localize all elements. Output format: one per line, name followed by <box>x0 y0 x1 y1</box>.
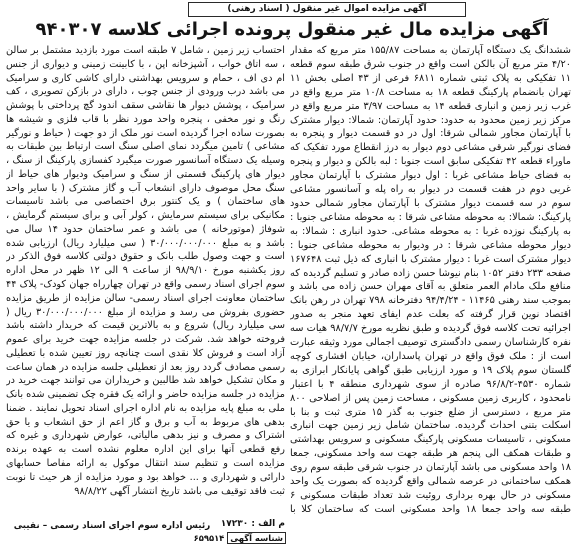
body-column-left <box>6 44 285 515</box>
notice-id: ۶۵۹۵۱۴ <box>193 533 225 543</box>
notice-kicker: آگهی مزایده اموال غیر منقول ( اسناد رهنی) <box>227 4 427 14</box>
signature: رئیس اداره سوم اجرای اسناد رسمی – نقیبی <box>13 521 211 531</box>
notice-id-row <box>192 531 286 546</box>
body-text-left <box>6 44 285 498</box>
publish-date: ۹۸/۸/۲۲ <box>74 485 107 497</box>
body-text-left-content: احتساب زیر زمین ، شامل ۷ طبقه است مورد بازدید مشتمل بر سالن ، سه اتاق خواب ، آشپزخانه اپن ، با کابینت زمینی و دیواری از جنس ام دی اف ، حمام و سرویس بهداشتی دارای کاشی کاری و سرامیک می باشد درب ورودی از جنس چوب ، دارای در بازکن تصویری ، کف سرامیک ، پوشش دیوار ها نقاشی سقف اندود گچ پرداختی با پوشش رنگ و نور مخفی ، پنجره واحد مورد نظر با قاب فلزی و شیشه ها بصورت ساده اجرا گردیده است نور ملک از دو جهت ( حیاط و نورگیر مشاعی ) تامین میگردد نمای اصلی سنگ است ارتباط بین طبقات به وسیله یک دستگاه آسانسور صورت میگیرد کفسازی پارکینگ از سنگ ، دیوار های پارکینگ قسمتی از سنگ و سرامیک ودیوار های حیاط از سنگ محل موصوف دارای انشعاب آب و گاز مشترک ( با سایر واحد های ساختمان ) و یک کنتور برق اختصاصی می باشد تاسیسات مکانیکی برای سیستم سرمایش ، کولر آبی و برای سیستم گرمایش ، شوفاژ (موتورخانه ) می باشد و عمر ساختمان حدود ۱۴ سال می باشد و به مبلغ ۳۰/۰۰۰/۰۰۰/۰۰۰ ( سی میلیارد ریال) ارزیابی شده است و جهت وصول طلب بانک و حقوق دولتی کلاسه فوق الذکر در روز یکشنبه مورخ ۹۸/۹/۱۰ از ساعت ۹ الی ۱۲ ظهر در محل اداره سوم اجرای اسناد رسمی واقع در تهران چهارراه جهان کودک- پلاک ۴۴ ساختمان معاونت اجرای اسناد رسمی- سالن مزایده از طریق مزایده حضوری بفروش می رسد و مزایده از مبلغ ۳۰/۰۰۰/۰۰۰/۰۰۰ ریال ( سی میلیارد ریال) شروع و به بالاترین قیمت که خریدار داشته باشد فروخته خواهد شد. شرکت در جلسه مزایده جهت خرید برای عموم آزاد است و فروش کلا نقدی است چنانچه روز تعیین شده با تعطیلی رسمی مصادف گردد روز بعد از تعطیلی جلسه مزایده در همان ساعت و مکان تشکیل خواهد شد طالبین و خریداران می توانند جهت خرید در مزایده در جلسه مزایده حاضر و ارائه یک فقره چک تضمینی شده بانک ملی به مبلغ پایه مزایده به نام اداره اجرای اسناد تحویل نمایند . ضمنا بدهی های مربوط به آب و برق و گاز اعم از حق انشعاب و یا حق اشتراک و مصرف و نیز بدهی مالیاتی، عوارض شهرداری و غیره که رفع قطعی آنها برای این اداره معلوم نشده است به عهده برنده مزایده است و تنظیم سند انتقال موکول به ارائه مفاصا حسابهای دارائی و شهرداری و ... خواهد بود و مورد مزایده از هر حیث تا نوبت ثبت فاقد توقیف می باشد <box>6 45 285 497</box>
notice-id-label: شناسه آگهی <box>227 532 286 544</box>
body-text-right: ششدانگ یک دستگاه آپارتمان به مساحت ۱۵۵/۸۷ متر مربع که مقدار ۴/۲۰ متر مربع آن بالکن است واقع در جنوب شرق طبقه سوم قطعه ۱۱ تفکیکی به پلاک ثبتی شماره ۶۸۱۱ فرعی از ۴۳ اصلی بخش ۱۱ تهران بانضمام پارکینگ قطعه ۱۸ به مساحت ۱۰/۸ متر مربع واقع در غرب زیر زمین و انباری قطعه ۱۴ به مساحت ۳/۹۷ متر مربع واقع در مرکز زیر زمین محدود به حدود: حدود آپارتمان: شمالا: دیوار مشترک با آپارتمان مجاور شمالی شرقا: اول در دو قسمت دیوار و پنجره به فضای نورگیر شرقی مشاعی دوم دیوار به درز انقطاع مورد تفکیک که ماوراء قطعه ۴۲ تفکیکی سابق است جنوبا : لبه بالکن و دیوار و پنجره به فضای حیاط مشاعی غربا : اول دیوار مشترک با آپارتمان مجاور غربی دوم در هفت قسمت در دیوار به راه پله و آسانسور مشاعی سوم در سه قسمت دیوار مشترک با آپارتمان مجاور شمالی حدود پارکینگ: شمالا: به محوطه مشاعی شرقا : به محوطه مشاعی جنوبا : به پارکینگ نوزده غربا : به محوطه مشاعی. حدود انباری : شمالا: به دیوار محوطه مشاعی شرقا : در ودیوار به محوطه مشاعی جنوبا : دیوار مشترک است غربا : دیوار مشترک با انباری که ذیل ثبت ۱۶۷۶۴۸ صفحه ۲۳۳ دفتر ۱۰۵۲ بنام نیوشا حسن زاده صادر و تسلیم گردیده که منافع ملک مادام العمر متعلق به آقای مهران حسن زاده می باشد و بموجب سند رهنی ۱۱۴۶۵ - ۹۴/۴/۲۴ دفترخانه ۷۹۸ تهران در رهن بانک اقتصاد نوین قرار گرفته که بعلت عدم ایفای تعهد منجر به صدور اجرائیه تحت کلاسه فوق گردیده و طبق نظریه مورخ ۹۸/۷/۷ هیات سه نفره کارشناسان رسمی دادگستری توصیف اجمالی مورد وثیقه عبارت است از : ملک فوق واقع در تهران پاسداران، خیابان افشاری کوچه گلستان سوم پلاک ۱۹ و مورد ارزیابی طبق گواهی پایانکار ابرازی به شماره ۴۵۳۰-۹۶/۸/۲ صادره از سوی شهرداری منطقه ۴ با اعتبار نامحدود ، کاربری زمین مسکونی ، مساحت زمین پس از اصلاحی ۸۰۰ متر مربع ، دسترسی از ضلع جنوب به گذر ۱۵ متری ثبت و بنا با اسکلت بتنی احداث گردیده. ساختمان شامل زیر زمین جهت انباری مسکونی ، تاسیسات مسکونی پارکینگ مسکونی و سرویس بهداشتی و طبقات همکف الی پنجم هر طبقه جهت سه واحد مسکونی، جمعا ۱۸ واحد مسکونی می باشد آپارتمان در جنوب شرقی طبقه سوم روی همکف ساختمانی در عرصه شمالی واقع گردیده که بصورت یک واحد مسکونی در حال بهره برداری روئیت شد تعداد طبقات مسکونی ۶ طبقه سه واحد جمعا ۱۸ واحد مسکونی است که ساختمان کلا با <box>290 45 571 515</box>
notice-kicker-box <box>188 2 466 17</box>
notice-title: آگهی مزایده مال غیر منقول پرونده اجرائی کلاسه ۹۴۰۳۰۷ <box>35 19 549 40</box>
reference-number: م الف : ۱۷۲۳۰ <box>220 519 285 529</box>
publish-date-label: تاریخ انتشار آگهی <box>109 485 180 497</box>
body-column-right <box>290 44 571 522</box>
